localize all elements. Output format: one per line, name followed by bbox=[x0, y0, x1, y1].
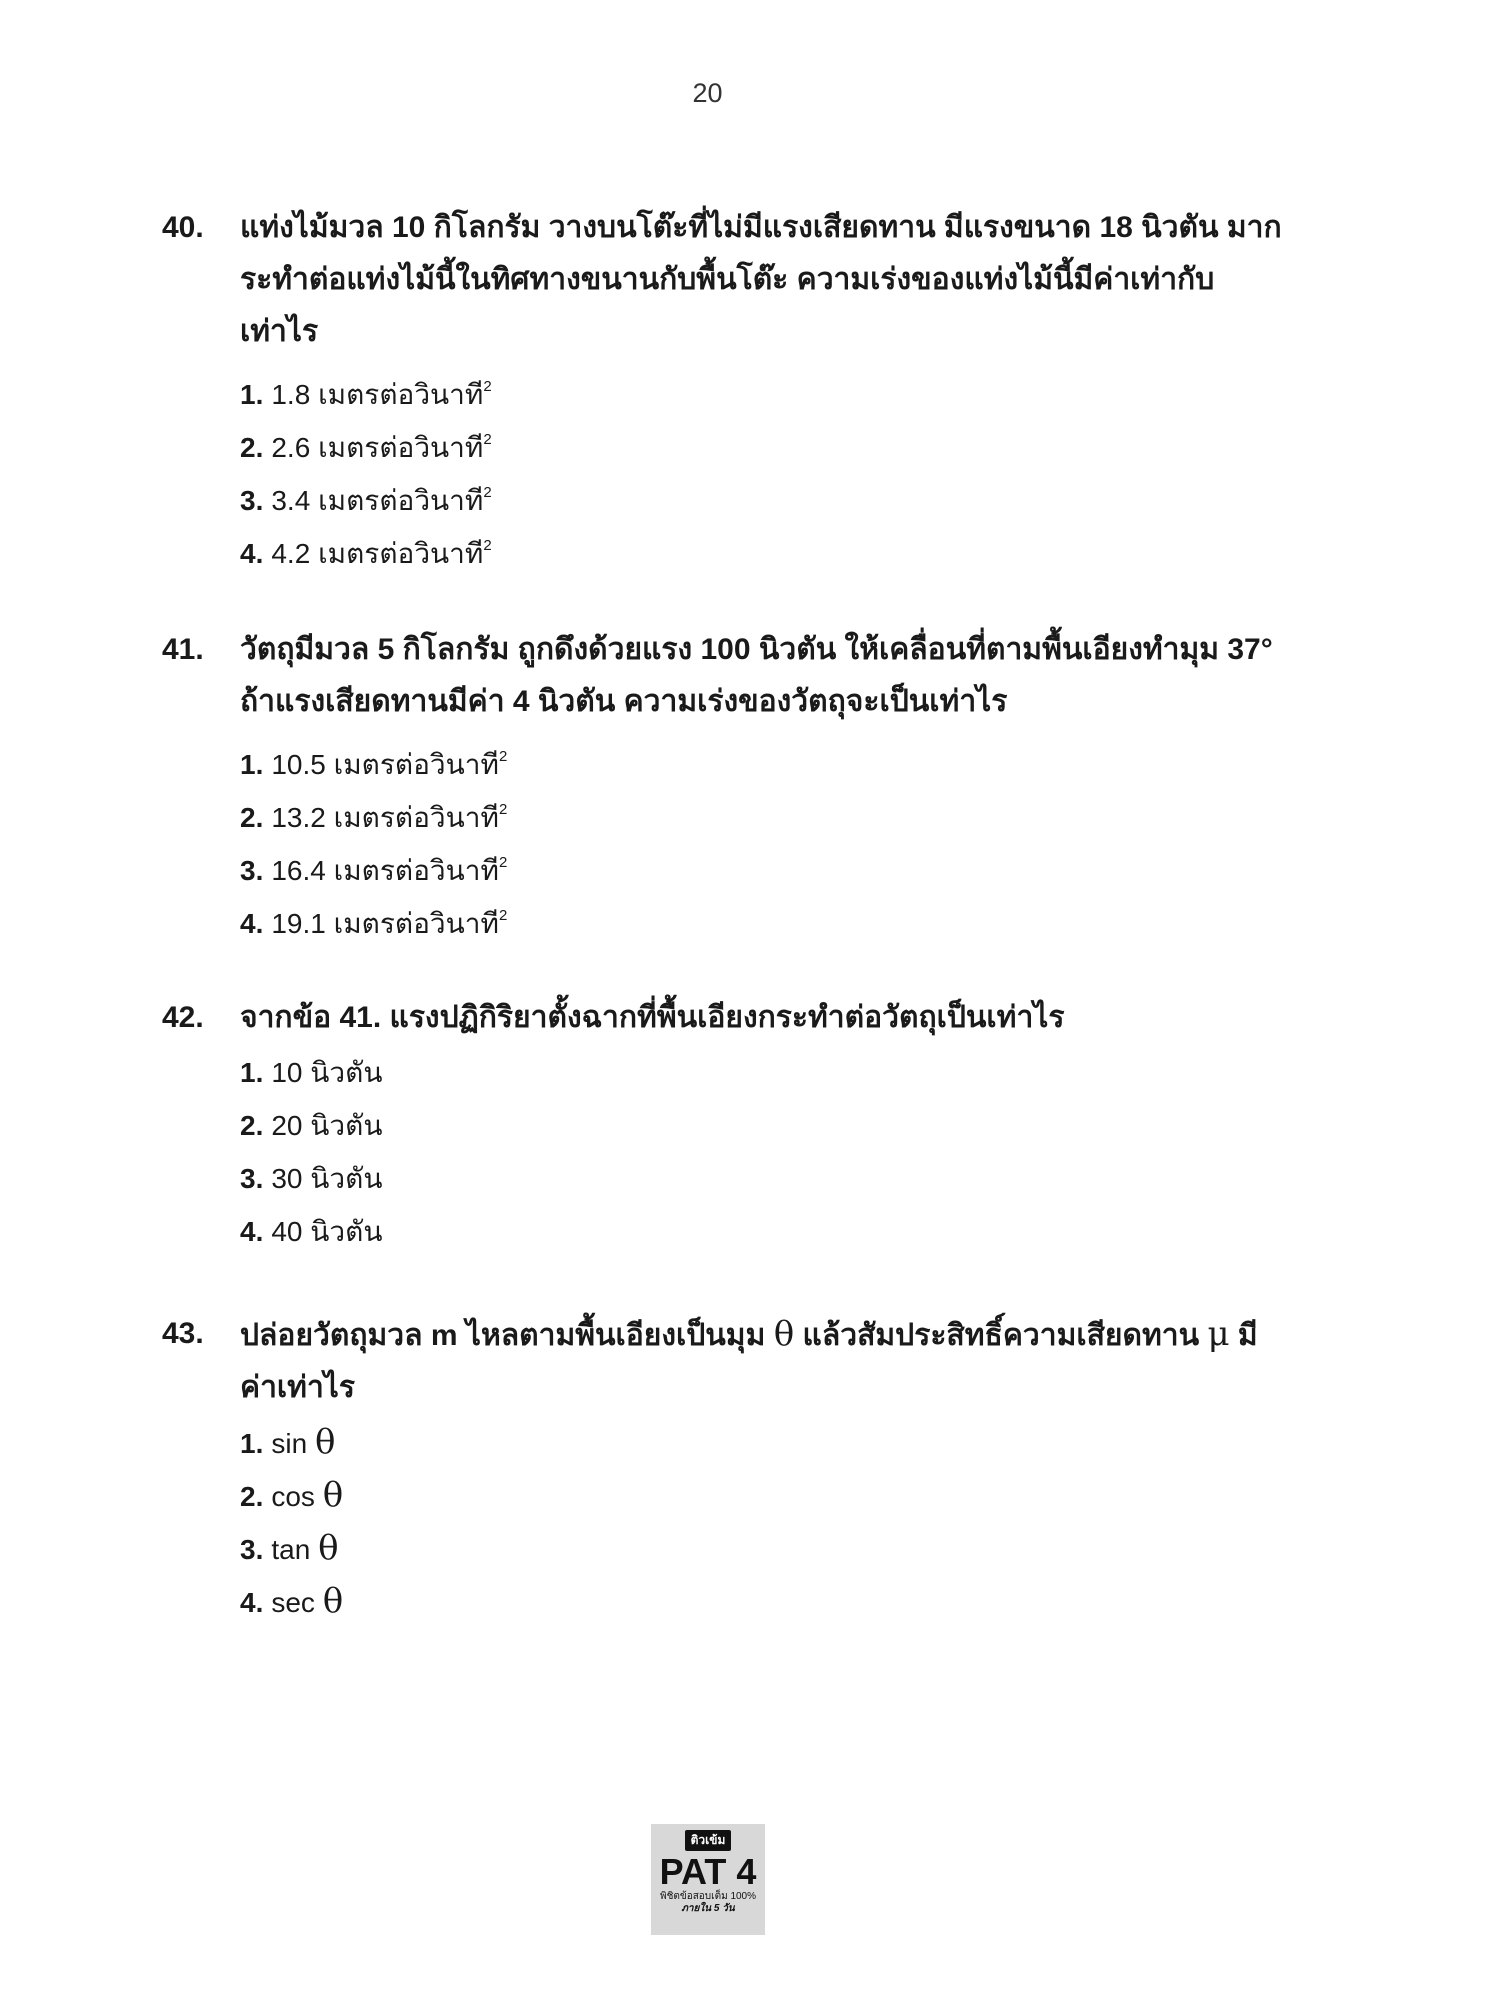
option-number: 1. bbox=[240, 749, 264, 780]
question-number: 41. bbox=[162, 633, 204, 666]
option-number: 4. bbox=[240, 1587, 264, 1618]
options-list bbox=[240, 360, 1282, 572]
logo-subtitle: พิชิตข้อสอบเต็ม 100% bbox=[659, 1891, 757, 1902]
question-number: 40. bbox=[162, 211, 204, 244]
page-number: 20 bbox=[692, 78, 723, 108]
question-41 bbox=[162, 624, 1282, 942]
option-text: 20 นิวตัน bbox=[271, 1110, 383, 1141]
option-number: 3. bbox=[240, 485, 264, 516]
question-text: แท่งไม้มวล 10 กิโลกรัม วางบนโต๊ะที่ไม่มีแรงเสียดทาน มีแรงขนาด 18 นิวตัน มากระทำต่อแท่งไม้นี้ในทิศทางขนานกับพื้นโต๊ะ ความเร่งของแท่งไม้นี้มีค่าเท่ากับเท่าไร bbox=[240, 211, 1282, 348]
theta-symbol: θ bbox=[322, 1581, 344, 1621]
option-text: 19.1 เมตรต่อวินาที bbox=[271, 908, 499, 939]
option-text: 3.4 เมตรต่อวินาที bbox=[271, 485, 484, 516]
option-2 bbox=[240, 1469, 1282, 1522]
mu-symbol: μ bbox=[1207, 1314, 1230, 1354]
question-text-part: มีค่าเท่าไร bbox=[240, 1319, 1258, 1404]
superscript: 2 bbox=[483, 378, 492, 395]
option-text: 4.2 เมตรต่อวินาที bbox=[271, 538, 484, 569]
option-text: 13.2 เมตรต่อวินาที bbox=[271, 802, 499, 833]
option-text: 10 นิวตัน bbox=[271, 1057, 383, 1088]
options-list bbox=[240, 1416, 1282, 1628]
option-text: sin bbox=[271, 1428, 315, 1459]
option-number: 2. bbox=[240, 1481, 264, 1512]
option-text: 10.5 เมตรต่อวินาที bbox=[271, 749, 499, 780]
question-40 bbox=[162, 202, 1282, 572]
option-1 bbox=[240, 1416, 1282, 1469]
option-number: 2. bbox=[240, 432, 264, 463]
superscript: 2 bbox=[483, 537, 492, 554]
option-text: 40 นิวตัน bbox=[271, 1216, 383, 1247]
option-1 bbox=[240, 730, 1282, 783]
option-1 bbox=[240, 1046, 1282, 1099]
option-text: sec bbox=[271, 1587, 323, 1618]
superscript: 2 bbox=[483, 484, 492, 501]
question-text-part: ปล่อยวัตถุมวล m ไหลตามพื้นเอียงเป็นมุม bbox=[240, 1319, 774, 1352]
logo-title: PAT 4 bbox=[659, 1851, 757, 1892]
option-number: 1. bbox=[240, 1428, 264, 1459]
option-2 bbox=[240, 783, 1282, 836]
option-text: 2.6 เมตรต่อวินาที bbox=[271, 432, 484, 463]
question-number: 43. bbox=[162, 1317, 204, 1350]
question-text-part: แล้วสัมประสิทธิ์ความเสียดทาน bbox=[794, 1319, 1208, 1352]
pat4-logo bbox=[651, 1824, 765, 1935]
logo-subtitle-2: ภายใน 5 วัน bbox=[681, 1903, 735, 1914]
option-4 bbox=[240, 1575, 1282, 1628]
theta-symbol: θ bbox=[773, 1314, 795, 1354]
option-3 bbox=[240, 1152, 1282, 1205]
theta-symbol: θ bbox=[314, 1422, 336, 1462]
option-number: 2. bbox=[240, 802, 264, 833]
option-number: 4. bbox=[240, 908, 264, 939]
option-2 bbox=[240, 413, 1282, 466]
superscript: 2 bbox=[483, 431, 492, 448]
option-number: 3. bbox=[240, 1534, 264, 1565]
theta-symbol: θ bbox=[322, 1475, 344, 1515]
option-text: 16.4 เมตรต่อวินาที bbox=[271, 855, 499, 886]
question-text: จากข้อ 41. แรงปฏิกิริยาตั้งฉากที่พื้นเอียงกระทำต่อวัตถุเป็นเท่าไร bbox=[240, 1001, 1065, 1034]
option-number: 4. bbox=[240, 1216, 264, 1247]
option-4 bbox=[240, 1205, 1282, 1258]
theta-symbol: θ bbox=[318, 1528, 339, 1568]
question-43 bbox=[162, 1308, 1282, 1628]
superscript: 2 bbox=[498, 854, 508, 871]
option-3 bbox=[240, 836, 1282, 889]
options-list bbox=[240, 1046, 1282, 1258]
option-3 bbox=[240, 1522, 1282, 1575]
option-number: 1. bbox=[240, 1057, 264, 1088]
option-number: 3. bbox=[240, 855, 264, 886]
superscript: 2 bbox=[498, 801, 508, 818]
option-number: 1. bbox=[240, 379, 264, 410]
option-4 bbox=[240, 889, 1282, 942]
question-42 bbox=[162, 992, 1282, 1258]
question-text: วัตถุมีมวล 5 กิโลกรัม ถูกดึงด้วยแรง 100 นิวตัน ให้เคลื่อนที่ตามพื้นเอียงทำมุม 37° ถ้าแรงเสียดทานมีค่า 4 นิวตัน ความเร่งของวัตถุจะเป็นเท่าไร bbox=[240, 633, 1273, 718]
option-number: 3. bbox=[240, 1163, 264, 1194]
option-text: 30 นิวตัน bbox=[271, 1163, 383, 1194]
question-text bbox=[240, 1308, 1282, 1414]
option-number: 4. bbox=[240, 538, 264, 569]
option-text: cos bbox=[271, 1481, 323, 1512]
superscript: 2 bbox=[498, 748, 508, 765]
superscript: 2 bbox=[498, 907, 508, 924]
option-text: tan bbox=[271, 1534, 319, 1565]
option-4 bbox=[240, 519, 1282, 572]
logo-tag: ติวเข้ม bbox=[685, 1830, 732, 1851]
option-1 bbox=[240, 360, 1282, 413]
question-number: 42. bbox=[162, 1001, 204, 1034]
option-2 bbox=[240, 1099, 1282, 1152]
options-list bbox=[240, 730, 1282, 942]
option-number: 2. bbox=[240, 1110, 264, 1141]
option-text: 1.8 เมตรต่อวินาที bbox=[271, 379, 484, 410]
option-3 bbox=[240, 466, 1282, 519]
